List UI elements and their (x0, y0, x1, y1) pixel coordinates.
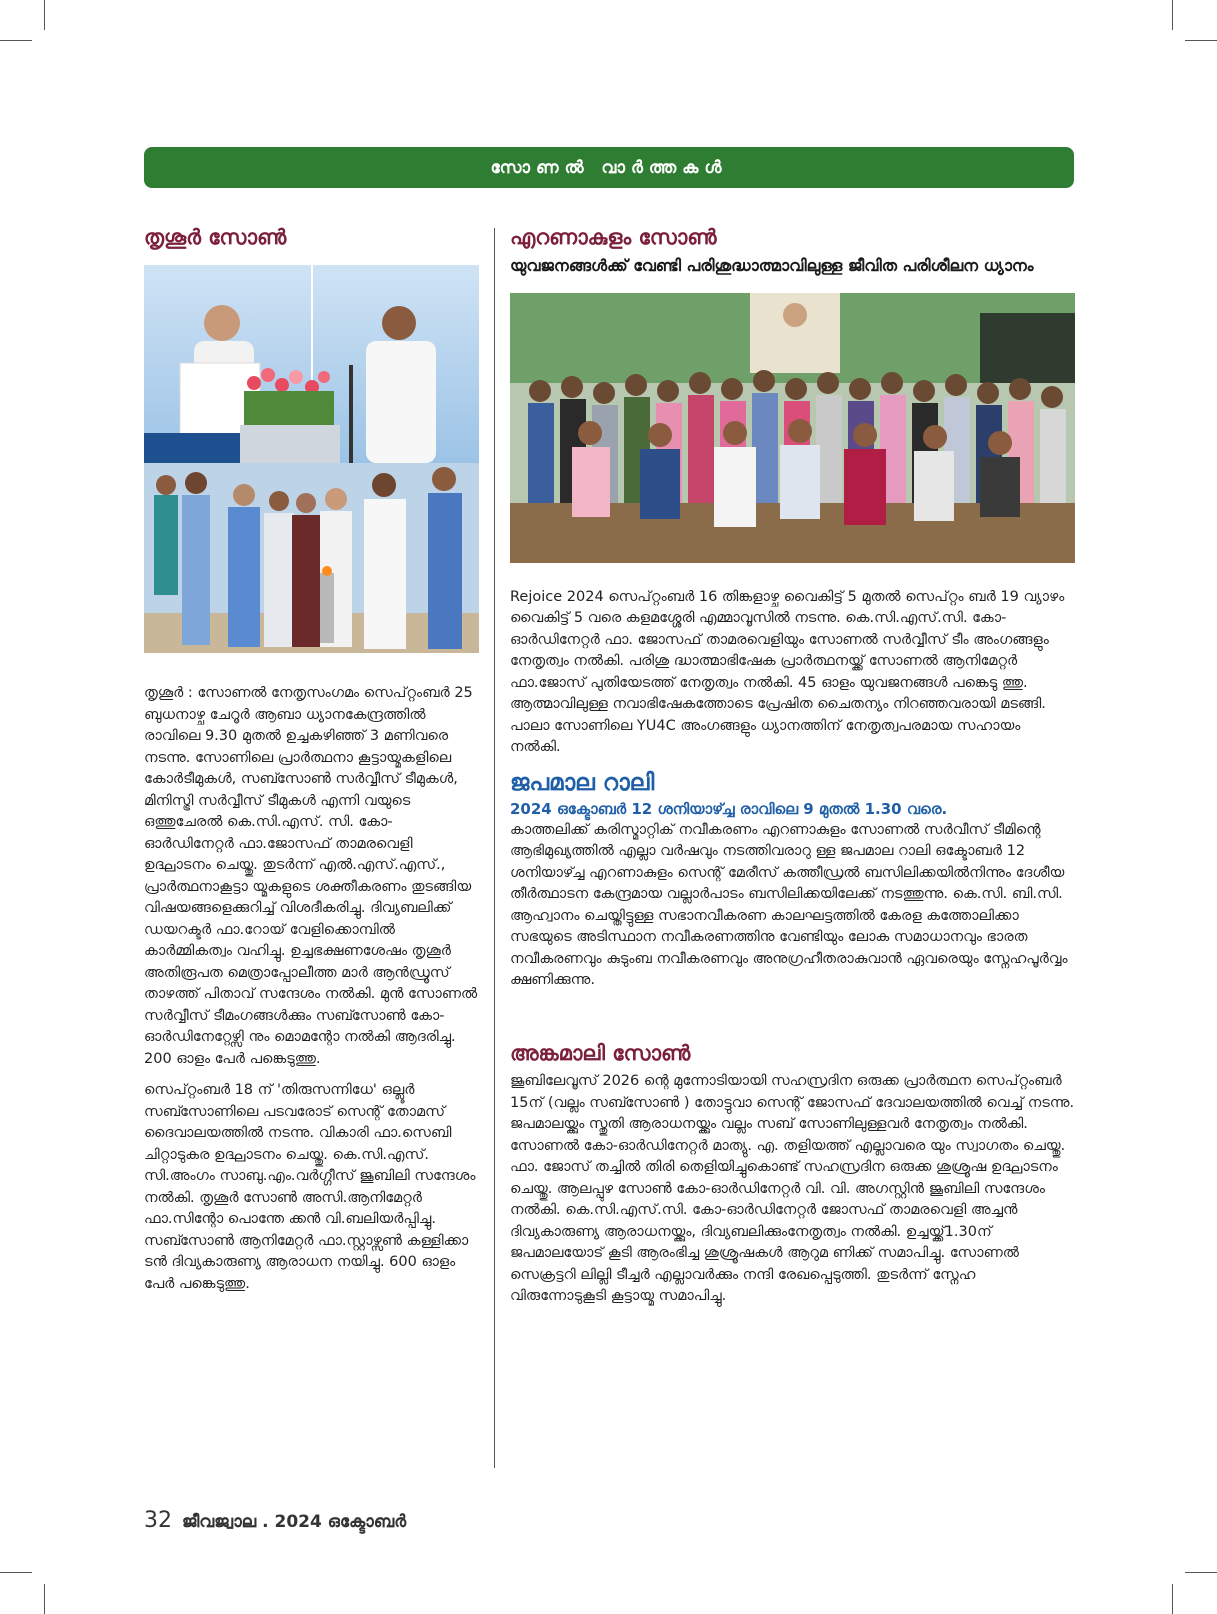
crop-mark (1185, 40, 1217, 41)
thrissur-speakers-photo (144, 265, 479, 463)
angamaly-zone-title: അങ്കമാലി സോൺ (510, 1040, 691, 1065)
crop-mark (0, 1572, 32, 1573)
crop-mark (1172, 1584, 1173, 1614)
crop-mark (1185, 1572, 1217, 1573)
crop-mark (44, 1584, 45, 1614)
ernakulam-paragraph: Rejoice 2024 സെപ്റ്റംബർ 16 തിങ്കളാഴ്ച വൈകിട്ട് 5 മുതൽ സെപ്റ്റം ബർ 19 വ്യാഴം വൈകിട്ട് 5 വരെ കളമശ്ശേരി എമ്മാവൂസിൽ നടന്നു. കെ.സി.എസ്.സി. കോ-ഓർഡിനേറ്റർ ഫാ. ജോസഫ് താമരവെളിയും സോണൽ സർവ്വീസ് ടീം അംഗങ്ങളും നേതൃത്വം നൽകി. പരിശു ദ്ധാത്മാഭിഷേക പ്രാർത്ഥനയ്ക്ക് സോണൽ ആനിമേറ്റർ ഫാ.ജോസ് പുതിയേടത്ത് നേതൃത്വം നൽകി. 45 ഓളം യുവജനങ്ങൾ പങ്കെടു ത്തു. ആത്മാവിലുള്ള നവാഭിഷേകത്തോടെ പ്രേഷിത ചൈതന്യം നിറഞ്ഞവരായി മടങ്ങി. പാലാ സോണിലെ YU4C അംഗങ്ങളും ധ്യാനത്തിന് നേതൃത്വപരമായ സഹായം നൽകി. (510, 588, 1065, 756)
crop-mark (44, 0, 45, 30)
section-banner (144, 147, 1074, 188)
page-footer (144, 1508, 406, 1533)
thrissur-lamp-lighting-photo (144, 463, 479, 653)
column-divider (494, 228, 495, 1468)
rally-title: ജപമാല റാലി (510, 769, 655, 796)
magazine-issue: ജീവജ്വാല . 2024 ഒക്ടോബർ (182, 1512, 407, 1532)
right-column (510, 224, 1075, 1308)
ernakulam-zone-title: എറണാകുളം സോൺ (510, 225, 717, 249)
thrissur-paragraph-1: തൃശൂർ : സോണൽ നേതൃസംഗമം സെപ്റ്റംബർ 25 ബുധനാഴ്ച ചേറൂർ ആബാ ധ്യാനകേന്ദ്രത്തിൽ രാവിലെ 9.30 മുതൽ ഉച്ചകഴിഞ്ഞ് 3 മണിവരെ നടന്നു. സോണിലെ പ്രാർത്ഥനാ കൂട്ടായ്മകളിലെ കോർടീമുകൾ, സബ്സോൺ സർവ്വീസ് ടീമുകൾ, മിനിസ്ട്രി സർവ്വീസ് ടീമുകൾ എന്നി വയുടെ ഒത്തുചേരൽ കെ.സി.എസ്. സി. കോ-ഓർഡിനേറ്റർ ഫാ.ജോസഫ് താമരവെളി ഉദ്ഘാടനം ചെയ്തു. തുടർന്ന് എൽ.എസ്.എസ്., പ്രാർത്ഥനാകൂട്ടാ യ്മകളുടെ ശക്തീകരണം തുടങ്ങിയ വിഷയങ്ങളെക്കുറിച്ച് വിശദീകരിച്ചു. ദിവ്യബലിക്ക് ഡയറക്ടർ ഫാ.റോയ് വേളിക്കൊമ്പിൽ കാർമ്മികത്വം വഹിച്ചു. ഉച്ചഭക്ഷണശേഷം തൃശൂർ അതിരൂപത മെത്രാപ്പോലീത്ത മാർ ആൻഡ്രൂസ് താഴത്ത് പിതാവ് സന്ദേശം നൽകി. മുൻ സോണൽ സർവ്വീസ് ടീമംഗങ്ങൾക്കും സബ്സോൺ കോ-ഓർഡിനേറ്റേഴ്സി നും മൊമന്റോ നൽകി ആദരിച്ചു. 200 ഓളം പേർ പങ്കെടുത്തു. (144, 685, 478, 1067)
ernakulam-group-photo (510, 293, 1075, 563)
rally-date: 2024 ഒക്ടോബർ 12 ശനിയാഴ്ച്ച രാവിലെ 9 മുതൽ 1.30 വരെ. (510, 799, 948, 818)
page-number: 32 (144, 1508, 172, 1533)
banner-title: സോണൽ വാർത്തകൾ (490, 157, 728, 178)
crop-mark (0, 40, 32, 41)
angamaly-paragraph: ജൂബിലേവൂസ് 2026 ന്റെ മുന്നോടിയായി സഹസ്രദിന ഒരുക്ക പ്രാർത്ഥന സെപ്റ്റംബർ 15ന് (വല്ലം സബ്സോൺ ) തോട്ടുവാ സെന്റ് ജോസഫ് ദേവാലയത്തിൽ വെച്ച് നടന്നു. ജപമാലയ്ക്കും സ്തുതി ആരാധനയ്ക്കും വല്ലം സബ് സോണിലുള്ളവർ നേതൃത്വം നൽകി. സോണൽ കോ-ഓർഡിനേറ്റർ മാത്യു. എ. തളിയത്ത് എല്ലാവരെ യും സ്വാഗതം ചെയ്തു. ഫാ. ജോസ് തച്ചിൽ തിരി തെളിയിച്ചുകൊണ്ട് സഹസ്രദിന ഒരുക്ക ശുശ്രൂഷ ഉദ്ഘാടനം ചെയ്തു. ആലപ്പുഴ സോൺ കോ-ഓർഡിനേറ്റർ വി. വി. അഗസ്റ്റിൻ ജൂബിലി സന്ദേശം നൽകി. കെ.സി.എസ്.സി. കോ-ഓർഡിനേറ്റർ ജോസഫ് താമരവെളി അച്ചൻ ദിവ്യകാരുണ്യ ആരാധനയ്ക്കും, ദിവ്യബലിക്കുംനേതൃത്വം നൽകി. ഉച്ചയ്ക്ക്1.30ന് ജപമാലയോട് കൂടി ആരംഭിച്ച ശുശ്രൂഷകൾ ആറുമ ണിക്ക് സമാപിച്ചു. സോണൽ സെക്രട്ടറി ലില്ലി ടീച്ചർ എല്ലാവർക്കും നന്ദി രേഖപ്പെടുത്തി. തുടർന്ന് സ്നേഹ വിരുന്നോടുകൂടി കൂട്ടായ്മ സമാപിച്ചു. (510, 1073, 1075, 1305)
rally-paragraph: കാത്തലിക്ക് കരിസ്മാറ്റിക് നവീകരണം എറണാകുളം സോണൽ സർവീസ് ടീമിന്റെ ആഭിമുഖ്യത്തിൽ എല്ലാ വർഷവും നടത്തിവരാറു ള്ള ജപമാല റാലി ഒക്ടോബർ 12 ശനിയാഴ്ച്ച എറണാകുളം സെന്റ് മേരീസ് കത്തീഡ്രൽ ബസിലിക്കയിൽനിന്നും ദേശീയ തീർത്ഥാടന കേന്ദ്രമായ വല്ലാർപാടം ബസിലിക്കയിലേക്ക് നടത്തുന്നു. കെ.സി. ബി.സി. ആഹ്വാനം ചെയ്തിട്ടുള്ള സഭാനവീകരണ കാലഘട്ടത്തിൽ കേരള കത്തോലിക്കാ സഭയുടെ അടിസ്ഥാന നവീകരണത്തിനു വേണ്ടിയും ലോക സമാധാനവും ഭാരത നവീകരണവും കുടുംബ നവീകരണവും അനുഗ്രഹീതരാകുവാൻ ഏവരെയും സ്നേഹപൂർവ്വം ക്ഷണിക്കുന്നു. (510, 821, 1068, 989)
thrissur-column (144, 224, 479, 1295)
ernakulam-subhead: യുവജനങ്ങൾക്ക് വേണ്ടി പരിശുദ്ധാത്മാവിലുള്ള ജീവിത പരിശീലന ധ്യാനം (510, 256, 1034, 276)
thrissur-paragraph-2: സെപ്റ്റംബർ 18 ന് 'തിരുസന്നിധേ' ഒല്ലൂർ സബ്സോണിലെ പടവരോട് സെന്റ് തോമസ് ദൈവാലയത്തിൽ നടന്നു. വികാരി ഫാ.സെബി ചിറ്റാടുകര ഉദ്ഘാടനം ചെയ്തു. കെ.സി.എസ്. സി.അംഗം സാബു.എം.വർഗ്ഗീസ് ജൂബിലി സന്ദേശം നൽകി. തൃശൂർ സോൺ അസി.ആനിമേറ്റർ ഫാ.സിന്റോ പൊന്തേ ക്കൻ വി.ബലിയർപ്പിച്ചു. സബ്സോൺ ആനിമേറ്റർ ഫാ.സ്റ്റാഴ്സൺ കള്ളിക്കാ ടൻ ദിവ്യകാരുണ്യ ആരാധന നയിച്ചു. 600 ഓളം പേർ പങ്കെടുത്തു. (144, 1082, 476, 1292)
crop-mark (1172, 0, 1173, 30)
thrissur-zone-title: തൃശൂർ സോൺ (144, 225, 287, 249)
